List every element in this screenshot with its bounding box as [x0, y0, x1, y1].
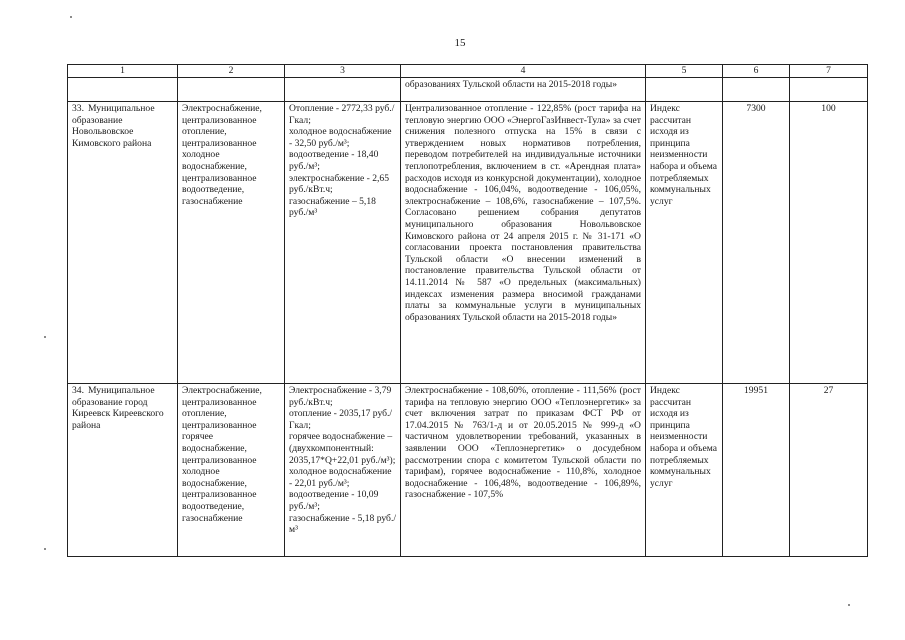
services-cell: Электроснабжение, централизованное отопление, централизованное холодное водоснабжение, централизованное водоотведение, газоснабжение: [178, 102, 285, 384]
scan-speck: [70, 16, 72, 18]
services-cell: Электроснабжение, централизованное отопление, централизованное горячее водоснабжение, централизованное холодное водоснабжение, централизованное водоотведение, газоснабжение: [178, 384, 285, 557]
column-header: 1: [68, 65, 178, 78]
row-number: 33.: [72, 103, 84, 114]
municipality-cell: [68, 102, 178, 384]
column-header: 7: [790, 65, 868, 78]
table-header-row: [68, 65, 868, 78]
index-note-cell: Индекс рассчитан исходя из принципа неизменности набора и объема потребляемых коммунальных услуг: [646, 102, 723, 384]
tariffs-cell: Отопление - 2772,33 руб./Гкал; холодное водоснабжение - 32,50 руб./м³; водоотведение - 18,40 руб./м³; электроснабжение - 2,65 руб./кВт.ч; газоснабжение – 5,18 руб./м³: [285, 102, 401, 384]
municipality-cell: [68, 384, 178, 557]
scan-speck: [44, 548, 46, 550]
column-header: 4: [401, 65, 646, 78]
population-cell: 7300: [723, 102, 790, 384]
tariff-table: [67, 64, 868, 557]
column-header: 5: [646, 65, 723, 78]
municipality-name: Муниципальное образование город Киреевск Киреевского района: [72, 385, 164, 431]
percent-cell: 27: [790, 384, 868, 557]
continuation-row: [68, 78, 868, 102]
percent-cell: 100: [790, 102, 868, 384]
column-header: 2: [178, 65, 285, 78]
scan-speck: [44, 336, 46, 338]
page-number: 15: [454, 37, 466, 49]
continuation-text: образованиях Тульской области на 2015-2018 годы»: [401, 78, 646, 102]
table-row: [68, 384, 868, 557]
table-row: [68, 102, 868, 384]
justification-cell: Электроснабжение - 108,60%, отопление - 111,56% (рост тарифа на тепловую энергию ООО «Теплоэнергетик» за счет включения затрат по приказам ФСТ РФ от 17.04.2015 № 763/1-д и от 20.05.2015 № 999-д «О частичном удовлетворении требований, указанных в заявлении ООО «Теплоэнергетик» о досудебном рассмотрении спора с комитетом Тульской области по тарифам), горячее водоснабжение - 110,8%, холодное водоснабжение - 106,48%, водоотведение - 106,89%, газоснабжение - 107,5%: [401, 384, 646, 557]
scan-speck: [848, 604, 850, 606]
column-header: 6: [723, 65, 790, 78]
column-header: 3: [285, 65, 401, 78]
population-cell: 19951: [723, 384, 790, 557]
justification-cell: Централизованное отопление - 122,85% (рост тарифа на тепловую энергию ООО «ЭнергоГазИнвест-Тула» за счет снижения полезного отпуска на 15% в связи с утверждением новых нормативов потребления, переводом потребителей на индивидуальные источники теплопотребления, включением в ст. «Арендная плата» расходов исходя из конкурсной документации), холодное водоснабжение - 106,04%, водоотведение - 106,05%, электроснабжение – 108,6%, газоснабжение – 107,5%. Согласовано решением собрания депутатов муниципального образования Новольвовское Кимовского района от 24 апреля 2015 г. № 31-171 «О согласовании проекта постановления правительства Тульской области «О внесении изменений в постановление правительства Тульской области от 14.11.2014 № 587 «О предельных (максимальных) индексах изменения размера вносимой гражданами платы за коммунальные услуги в муниципальных образованиях Тульской области на 2015-2018 годы»: [401, 102, 646, 384]
row-number: 34.: [72, 385, 84, 396]
municipality-name: Муниципальное образование Новольвовское Кимовского района: [72, 103, 155, 149]
tariffs-cell: Электроснабжение - 3,79 руб./кВт.ч; отопление - 2035,17 руб./Гкал; горячее водоснабжение – (двухкомпонентный: 2035,17*Q+22,01 руб./м³); холодное водоснабжение - 22,01 руб./м³; водоотведение - 10,09 руб./м³; газоснабжение - 5,18 руб./м³: [285, 384, 401, 557]
index-note-cell: Индекс рассчитан исходя из принципа неизменности набора и объема потребляемых коммунальных услуг: [646, 384, 723, 557]
